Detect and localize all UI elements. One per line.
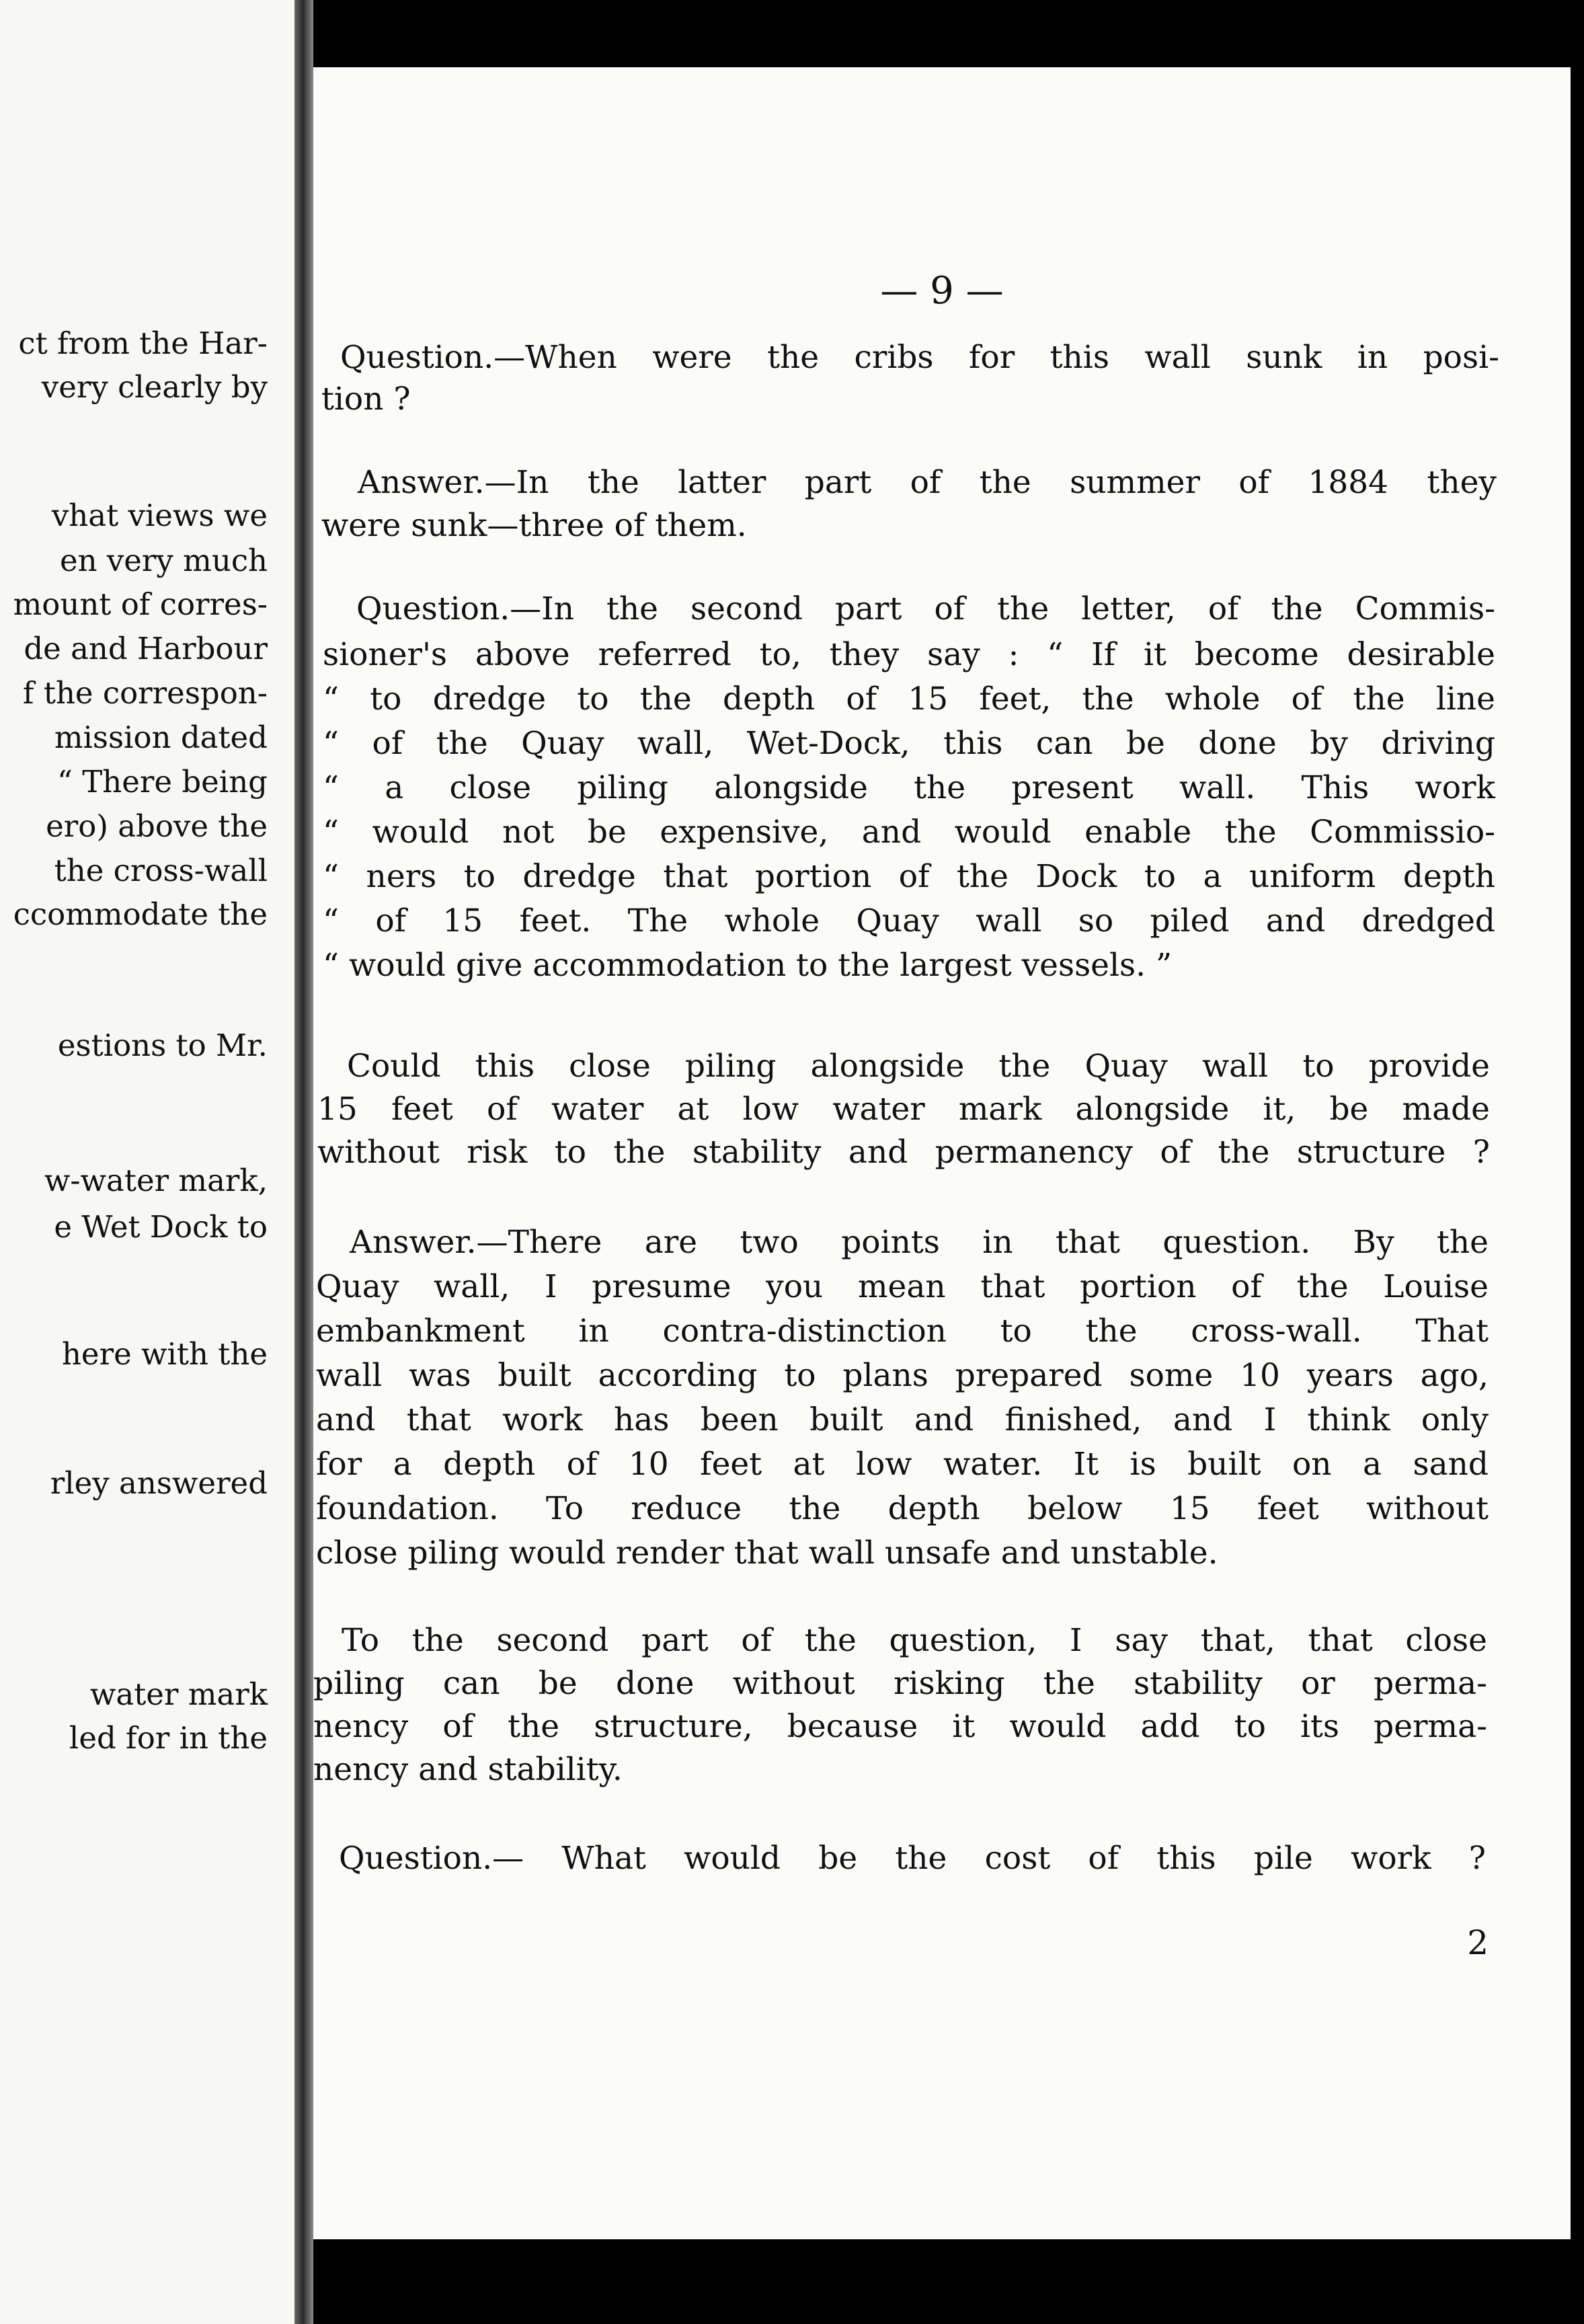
text-line: Question.—In the second part of the letter, of the Commis- (356, 590, 1495, 627)
text-line: without risk to the stability and permanency of the structure ? (317, 1134, 1490, 1171)
left-text-fragment: mission dated (54, 720, 268, 755)
left-text-fragment: led for in the (69, 1720, 268, 1756)
text-line: 15 feet of water at low water mark alongside it, be made (317, 1091, 1490, 1128)
current-page (313, 67, 1571, 2239)
page-number: — 9 — (880, 269, 1004, 313)
text-line: were sunk—three of them. (321, 507, 747, 544)
page-gutter (294, 0, 313, 2324)
left-text-fragment: f the correspon- (22, 675, 268, 711)
text-line: “ would not be expensive, and would enable the Commissio- (323, 814, 1495, 851)
text-line: nency and stability. (313, 1751, 623, 1788)
text-line: Question.—When were the cribs for this wall sunk in posi- (340, 339, 1499, 376)
text-line: close piling would render that wall unsafe and unstable. (316, 1535, 1218, 1572)
text-line: for a depth of 10 feet at low water. It is built on a sand (316, 1446, 1489, 1483)
left-text-fragment: ccommodate the (13, 896, 268, 932)
left-text-fragment: here with the (61, 1336, 268, 1372)
left-text-fragment: “ There being (56, 764, 268, 800)
text-line: “ to dredge to the depth of 15 feet, the whole of the line (323, 681, 1495, 718)
text-line: foundation. To reduce the depth below 15 feet without (316, 1490, 1489, 1527)
text-line: and that work has been built and finished, and I think only (316, 1401, 1489, 1438)
text-line: embankment in contra-distinction to the cross-wall. That (316, 1313, 1489, 1350)
left-text-fragment: the cross-wall (54, 853, 268, 888)
left-text-fragment: vhat views we (51, 498, 268, 533)
signature-mark: 2 (1467, 1923, 1489, 1962)
text-line: “ of the Quay wall, Wet-Dock, this can be done by driving (323, 725, 1495, 762)
left-text-fragment: en very much (59, 543, 268, 578)
text-line: Answer.—There are two points in that question. By the (350, 1224, 1489, 1261)
text-line: piling can be done without risking the stability or perma- (313, 1665, 1487, 1702)
left-text-fragment: estions to Mr. (57, 1028, 268, 1063)
text-line: Answer.—In the latter part of the summer of 1884 they (358, 464, 1497, 501)
text-line: To the second part of the question, I say that, that close (342, 1622, 1487, 1659)
text-line: “ would give accommodation to the largest vessels. ” (323, 947, 1173, 984)
left-text-fragment: e Wet Dock to (54, 1209, 268, 1245)
text-line: “ ners to dredge that portion of the Dock to a uniform depth (323, 858, 1495, 895)
text-line: “ a close piling alongside the present wall. This work (323, 769, 1495, 806)
left-text-fragment: rley answered (50, 1465, 268, 1501)
left-text-fragment: ct from the Har- (18, 325, 268, 361)
left-text-fragment: water mark (89, 1676, 268, 1712)
previous-page-fragment (0, 0, 294, 2324)
text-line: Could this close piling alongside the Quay wall to provide (347, 1048, 1490, 1085)
left-text-fragment: ero) above the (46, 808, 268, 844)
text-line: “ of 15 feet. The whole Quay wall so piled and dredged (323, 902, 1495, 939)
left-text-fragment: w-water mark, (44, 1163, 268, 1198)
left-text-fragment: mount of corres- (13, 586, 268, 622)
text-line: Quay wall, I presume you mean that portion of the Louise (316, 1268, 1489, 1305)
text-line: tion ? (321, 381, 411, 418)
text-line: nency of the structure, because it would add to its perma- (313, 1708, 1487, 1745)
text-line: Question.— What would be the cost of this pile work ? (339, 1840, 1486, 1877)
left-text-fragment: de and Harbour (24, 631, 268, 666)
left-text-fragment: very clearly by (41, 369, 268, 405)
text-line: wall was built according to plans prepared some 10 years ago, (316, 1357, 1489, 1394)
text-line: sioner's above referred to, they say : “ If it become desirable (323, 636, 1495, 673)
